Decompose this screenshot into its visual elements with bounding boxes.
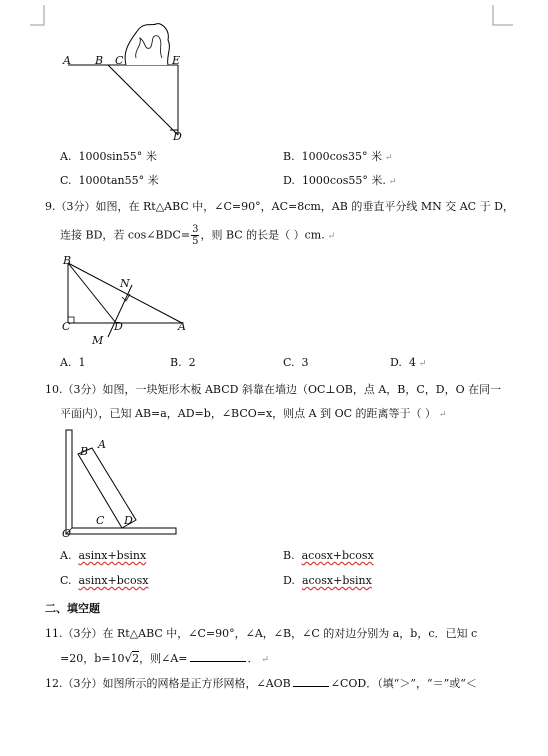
- q11-answer-blank[interactable]: [190, 661, 246, 662]
- q10-fig-label-b: B: [80, 445, 89, 458]
- q10-fig-label-o: O: [62, 527, 72, 540]
- sqrt-symbol: √: [124, 651, 133, 665]
- q9-option-b: B. 2: [170, 356, 196, 369]
- q9-option-c: C. 3: [283, 356, 309, 369]
- q9-frac-denominator: 5: [192, 236, 199, 247]
- q9-option-d: D. 4 ↵: [390, 356, 427, 369]
- q8-option-c: C. 1000tan55° 米: [60, 174, 159, 187]
- q10-option-a: A. asinx+bsinx: [60, 549, 147, 562]
- q9-fig-label-a: A: [178, 320, 186, 333]
- q9-fig-label-b: B: [63, 254, 72, 267]
- q9-fig-label-n: N: [120, 277, 130, 290]
- fig1-label-c: C: [115, 54, 124, 67]
- q10-fig-label-d: D: [124, 514, 133, 527]
- q10-option-d: D. acosx+bsinx: [283, 574, 372, 587]
- mountain-outline: [125, 24, 169, 65]
- q10-fig-label-a: A: [98, 438, 106, 451]
- q9-frac-numerator: 3: [192, 224, 199, 235]
- q9-fig-label-c: C: [62, 320, 71, 333]
- q9-fig-label-m: M: [92, 334, 104, 347]
- q10-question-line1: 10.（3分）如图，一块矩形木板 ABCD 斜靠在墙边（OC⊥OB，点 A，B，C，D，O 在同一: [45, 383, 502, 396]
- q8-option-d: D. 1000cos55° 米. ↵: [283, 174, 397, 187]
- q12-answer-blank[interactable]: [293, 686, 329, 687]
- q10-fig-label-c: C: [96, 514, 105, 527]
- q10-option-c: C. asinx+bcosx: [60, 574, 149, 587]
- q9-question-line1: 9.（3分）如图，在 Rt△ABC 中，∠C=90°，AC=8cm，AB 的垂直平分线 MN 交 AC 于 D，: [45, 200, 514, 213]
- corner-mark-right: [493, 5, 513, 30]
- fig1-label-e: E: [172, 54, 181, 67]
- q9-fig-label-d: D: [114, 320, 123, 333]
- q10-question-line2: 平面内），已知 AB=a，AD=b，∠BCO=x，则点 A 到 OC 的距离等于（ ） ↵: [60, 407, 447, 420]
- q8-option-a: A. 1000sin55° 米: [60, 150, 157, 163]
- corner-mark-left: [30, 5, 50, 30]
- q12-question-line1: 12.（3分）如图所示的网格是正方形网格，∠AOB ∠COD．（填“＞”，“＝”或“＜: [45, 677, 477, 690]
- section-title-fill-blank: 二、填空题: [45, 602, 100, 615]
- q11-question-line2: =20，b=10√2，则∠A= ． ↵: [60, 651, 269, 665]
- q9-question-line2: 连接 BD，若 cos∠BDC= $\frac{3}{5}$ ，则 BC 的长是（ ）cm. ↵: [60, 224, 336, 247]
- fig1-label-d: D: [173, 130, 182, 143]
- q8-option-b: B. 1000cos35° 米 ↵: [283, 150, 393, 163]
- q9-option-a: A. 1: [60, 356, 86, 369]
- fig1-label-a: A: [63, 54, 71, 67]
- q10-option-b: B. acosx+bcosx: [283, 549, 374, 562]
- q11-question-line1: 11.（3分）在 Rt△ABC 中，∠C=90°，∠A，∠B，∠C 的对边分别为 a，b，c．已知 c: [45, 627, 478, 640]
- fig1-label-b: B: [95, 54, 104, 67]
